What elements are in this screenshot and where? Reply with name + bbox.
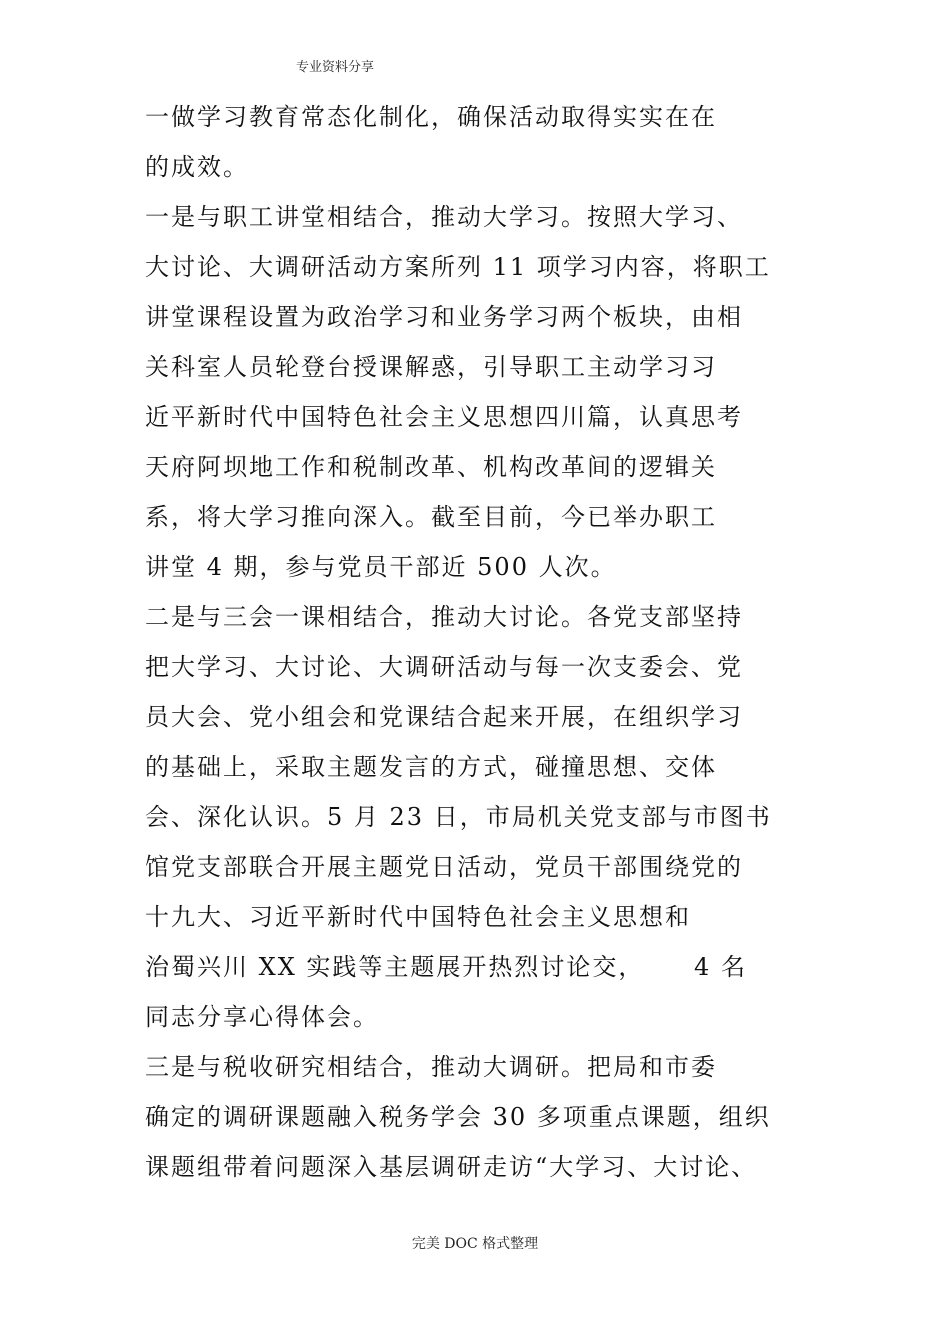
text-line: 十九大、习近平新时代中国特色社会主义思想和: [145, 903, 691, 931]
text-line: 确定的调研课题融入税务学会 30 多项重点课题，组织: [145, 1103, 771, 1131]
text-line: 的成效。: [145, 153, 249, 181]
text-line: 课题组带着问题深入基层调研走访“大学习、大讨论、: [145, 1153, 758, 1181]
text-line: 员大会、党小组会和党课结合起来开展，在组织学习: [145, 703, 743, 731]
text-line: 治蜀兴川 XX 实践等主题展开热烈讨论交， 4 名: [145, 953, 747, 981]
text-line: 天府阿坝地工作和税制改革、机构改革间的逻辑关: [145, 453, 717, 481]
text-line: 会、深化认识。5 月 23 日，市局机关党支部与市图书: [145, 803, 772, 831]
text-line: 系，将大学习推向深入。截至目前，今已举办职工: [145, 503, 717, 531]
text-line: 三是与税收研究相结合，推动大调研。把局和市委: [145, 1053, 717, 1081]
text-line: 大讨论、大调研活动方案所列 11 项学习内容，将职工: [145, 253, 771, 281]
text-line: 关科室人员轮登台授课解惑，引导职工主动学习习: [145, 353, 717, 381]
text-line: 一是与职工讲堂相结合，推动大学习。按照大学习、: [145, 203, 743, 231]
text-line: 近平新时代中国特色社会主义思想四川篇，认真思考: [145, 403, 743, 431]
text-line: 二是与三会一课相结合，推动大讨论。各党支部坚持: [145, 603, 743, 631]
page-footer: 完美 DOC 格式整理: [411, 1236, 539, 1252]
text-line: 的基础上，采取主题发言的方式，碰撞思想、交体: [145, 753, 717, 781]
text-line: 同志分享心得体会。: [145, 1003, 379, 1031]
text-line: 讲堂 4 期，参与党员干部近 500 人次。: [145, 553, 617, 581]
text-line: 一做学习教育常态化制化，确保活动取得实实在在: [145, 103, 717, 131]
body-text: [145, 92, 825, 1192]
page-header: 专业资料分享: [296, 60, 375, 75]
text-line: 讲堂课程设置为政治学习和业务学习两个板块，由相: [145, 303, 743, 331]
text-line: 把大学习、大讨论、大调研活动与每一次支委会、党: [145, 653, 743, 681]
text-line: 馆党支部联合开展主题党日活动，党员干部围绕党的: [145, 853, 743, 881]
